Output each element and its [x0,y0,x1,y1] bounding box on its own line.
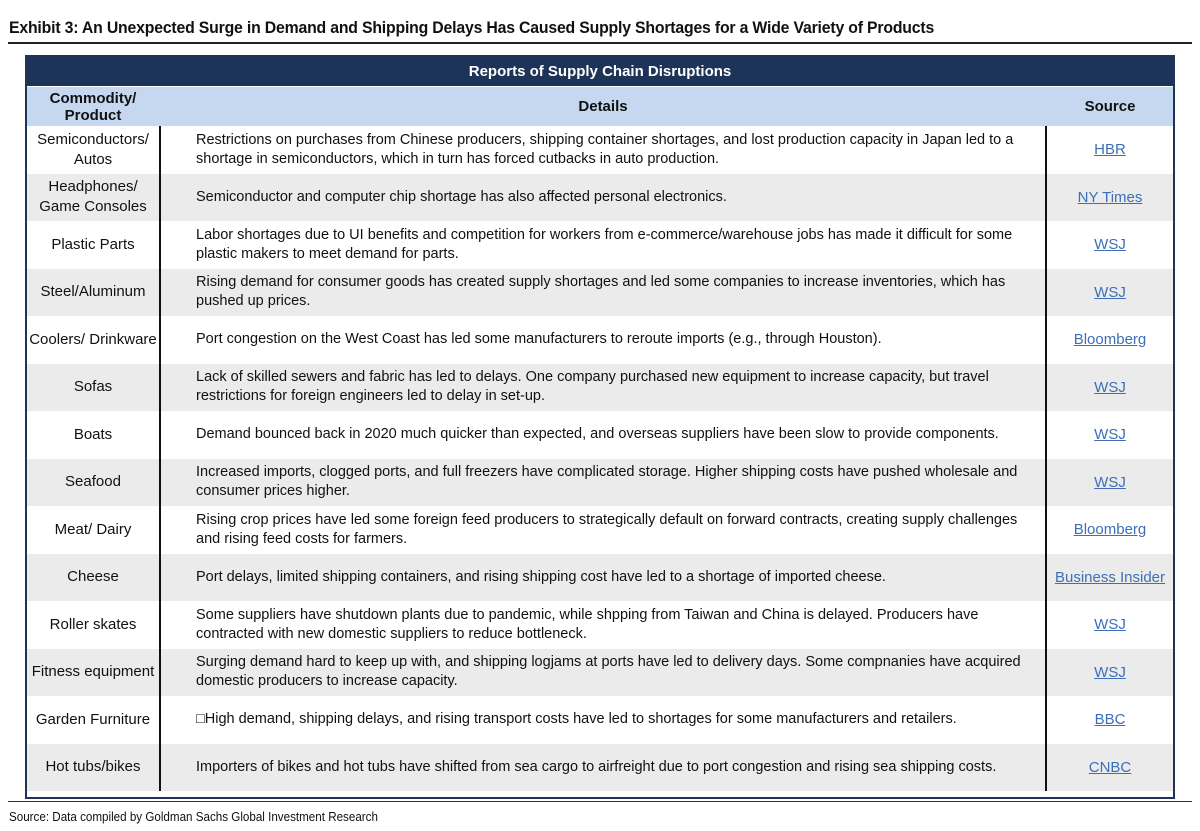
source-link[interactable]: WSJ [1094,236,1126,254]
source-link[interactable]: WSJ [1094,663,1126,681]
product-cell: Semiconductors/ Autos [37,130,149,168]
table-row [27,649,1173,697]
source-cell [1047,411,1173,459]
source-cell [1047,174,1173,222]
product-cell: Fitness equipment [31,663,155,681]
source-cell [1047,269,1173,317]
product-cell: Steel/Aluminum [40,283,146,301]
source-cell [1047,506,1173,554]
table-banner: Reports of Supply Chain Disruptions [27,57,1173,86]
product-cell: Seafood [65,473,121,491]
table-row [27,221,1173,269]
table-row [27,744,1173,792]
header-commodity-line2: Product [64,106,122,124]
source-link[interactable]: WSJ [1094,473,1126,491]
source-cell [1047,601,1173,649]
source-link[interactable]: NY Times [1077,188,1143,206]
source-cell [1047,744,1173,792]
table-row [27,601,1173,649]
source-link[interactable]: WSJ [1094,378,1126,396]
source-link[interactable]: HBR [1094,141,1126,159]
details-cell: Lack of skilled sewers and fabric has led to delays. One company purchased new equipment to increase capacity, but travel restrictions for foreign engineers led to delay in set-up. [196,369,989,405]
source-cell [1047,316,1173,364]
details-cell: Surging demand hard to keep up with, and shipping logjams at ports have led to delivery days. Some compnanies have acquired domestic producers to increase capacity. [196,654,1021,690]
supply-chain-table [25,55,1175,799]
details-cell: Some suppliers have shutdown plants due to pandemic, while shpping from Taiwan and China is delayed. Producers have contracted with new domestic suppliers to reduce bottleneck. [196,606,979,642]
table-row [27,411,1173,459]
source-cell [1047,364,1173,412]
details-cell: Demand bounced back in 2020 much quicker than expected, and overseas suppliers have been slow to provide components. [196,426,999,443]
details-cell: Port delays, limited shipping containers, and rising shipping cost have led to a shortage of imported cheese. [196,568,886,585]
details-cell: Increased imports, clogged ports, and full freezers have complicated storage. Higher shipping costs have pushed wholesale and consumer prices higher. [196,464,1018,500]
source-link[interactable]: WSJ [1094,616,1126,634]
product-cell: Meat/ Dairy [54,520,132,538]
table-row [27,506,1173,554]
details-cell: Restrictions on purchases from Chinese producers, shipping container shortages, and lost production capacity in Japan led to a shortage in semiconductors, which in turn has forced cutbacks in auto production. [196,131,1014,167]
table-row [27,364,1173,412]
details-cell: Semiconductor and computer chip shortage has also affected personal electronics. [196,188,727,205]
header-details: Details [578,98,628,115]
header-commodity-line1: Commodity/ [49,89,137,107]
title-rule [8,42,1192,44]
source-cell [1047,554,1173,602]
table-row [27,459,1173,507]
table-row [27,269,1173,317]
source-link[interactable]: WSJ [1094,426,1126,444]
exhibit-title: Exhibit 3: An Unexpected Surge in Demand and Shipping Delays Has Caused Supply Shortages for a Wide Variety of Products [9,18,935,37]
details-cell: Rising crop prices have led some foreign feed producers to strategically default on forward contracts, creating supply challenges and rising feed costs for farmers. [196,511,1018,547]
product-cell: Cheese [67,568,119,586]
header-source: Source [1084,98,1136,115]
product-cell: Plastic Parts [51,235,135,253]
source-cell [1047,221,1173,269]
source-cell [1047,126,1173,174]
product-cell: Headphones/ Game Consoles [39,178,147,216]
details-cell: Port congestion on the West Coast has led some manufacturers to reroute imports (e.g., through Houston). [196,331,882,348]
source-note: Source: Data compiled by Goldman Sachs Global Investment Research [9,810,378,824]
source-link[interactable]: WSJ [1094,283,1126,301]
source-cell [1047,696,1173,744]
source-link[interactable]: CNBC [1088,758,1132,776]
source-cell [1047,459,1173,507]
column-divider-left [159,126,161,791]
product-cell: Boats [73,425,113,443]
table-row [27,696,1173,744]
details-cell: □High demand, shipping delays, and rising transport costs have led to shortages for some manufacturers and retailers. [196,711,957,728]
product-cell: Coolers/ Drinkware [29,330,157,348]
source-link[interactable]: Bloomberg [1073,331,1147,349]
header-commodity [27,87,159,126]
product-cell: Roller skates [49,615,137,633]
details-cell: Importers of bikes and hot tubs have shifted from sea cargo to airfreight due to port congestion and rising sea shipping costs. [196,758,997,775]
details-cell: Rising demand for consumer goods has created supply shortages and led some companies to increase inventories, which has pushed up prices. [196,274,1006,310]
column-divider-right [1045,126,1047,791]
table-header-row [27,86,1173,126]
table-row [27,174,1173,222]
table-row [27,126,1173,174]
table-row [27,554,1173,602]
product-cell: Garden Furniture [35,710,151,728]
source-cell [1047,649,1173,697]
product-cell: Sofas [73,378,113,396]
footer-rule [8,801,1192,802]
product-cell: Hot tubs/bikes [45,758,141,776]
source-link[interactable]: BBC [1094,711,1126,729]
source-link[interactable]: Bloomberg [1073,521,1147,539]
table-body [27,126,1173,791]
details-cell: Labor shortages due to UI benefits and competition for workers from e-commerce/warehouse jobs has made it difficult for some plastic makers to meet demand for parts. [196,226,1013,262]
source-link[interactable]: Business Insider [1054,568,1166,586]
table-row [27,316,1173,364]
